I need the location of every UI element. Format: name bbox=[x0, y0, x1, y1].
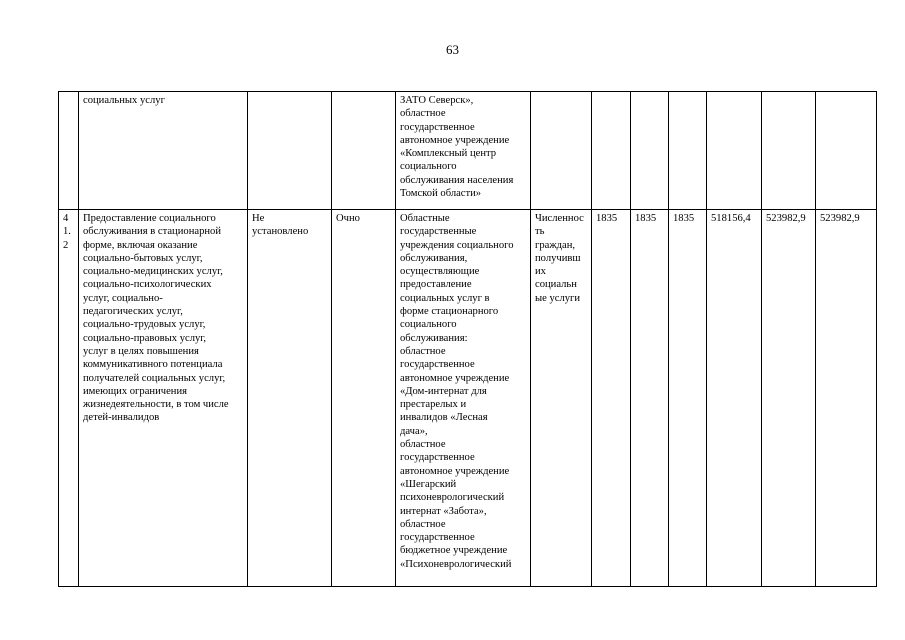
cell-value-4 bbox=[707, 92, 762, 210]
cell-form bbox=[332, 92, 396, 210]
table-row bbox=[59, 210, 877, 587]
cell-value-3: 1835 bbox=[669, 210, 707, 587]
cell-indicator: Численнос ть граждан, получивш их социальн ые услуги bbox=[531, 210, 592, 587]
page-number: 63 bbox=[446, 42, 459, 57]
cell-value-6: 523982,9 bbox=[816, 210, 877, 587]
cell-value-1: 1835 bbox=[592, 210, 631, 587]
cell-deadline bbox=[248, 92, 332, 210]
cell-provider: Областные государственные учреждения социального обслуживания, осуществляющие предоставление социальных услуг в форме стационарного социального обслуживания: областное государственное автономное учреждение «Дом-интернат для престарелых и инвалидов «Лесная дача», областное государственное автономное учреждение «Шегарский психоневрологический интернат «Забота», областное государственное бюджетное учреждение «Психоневрологический bbox=[396, 210, 531, 587]
cell-value-4: 518156,4 bbox=[707, 210, 762, 587]
cell-value-5 bbox=[762, 92, 816, 210]
cell-provider: ЗАТО Северск», областное государственное автономное учреждение «Комплексный центр социального обслуживания населения Томской области» bbox=[396, 92, 531, 210]
cell-value-1 bbox=[592, 92, 631, 210]
cell-indicator bbox=[531, 92, 592, 210]
cell-service-name: Предоставление социального обслуживания в стационарной форме, включая оказание социально-бытовых услуг, социально-медицинских услуг, социально-психологических услуг, социально- педагогических услуг, социально-трудовых услуг, социально-правовых услуг, услуг в целях повышения коммуникативного потенциала получателей социальных услуг, имеющих ограничения жизнедеятельности, в том числе детей-инвалидов bbox=[79, 210, 248, 587]
services-table bbox=[58, 91, 877, 587]
cell-deadline: Не установлено bbox=[248, 210, 332, 587]
cell-number: 41. 2 bbox=[59, 210, 79, 587]
cell-value-5: 523982,9 bbox=[762, 210, 816, 587]
cell-value-2: 1835 bbox=[631, 210, 669, 587]
cell-form: Очно bbox=[332, 210, 396, 587]
cell-value-6 bbox=[816, 92, 877, 210]
cell-service-name: социальных услуг bbox=[79, 92, 248, 210]
cell-value-2 bbox=[631, 92, 669, 210]
table-row bbox=[59, 92, 877, 210]
cell-value-3 bbox=[669, 92, 707, 210]
cell-number bbox=[59, 92, 79, 210]
